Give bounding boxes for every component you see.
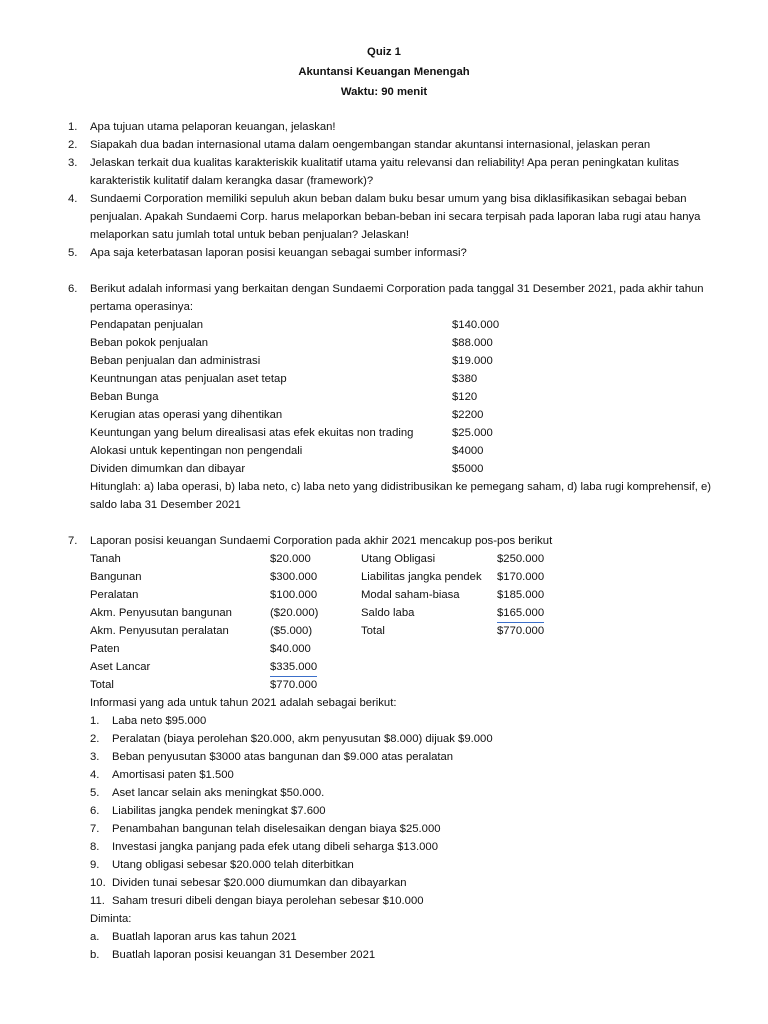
task-letter: b.	[90, 949, 100, 961]
info-title: Informasi yang ada untuk tahun 2021 adalah sebagai berikut:	[90, 697, 397, 709]
info-text: Investasi jangka panjang pada efek utang dibeli seharga $13.000	[112, 841, 438, 853]
balance-row	[90, 622, 728, 640]
info-number: 1.	[90, 715, 100, 727]
item-value: $140.000	[452, 319, 500, 331]
question-number: 4.	[68, 193, 78, 205]
question-3	[68, 154, 728, 190]
info-text: Liabilitas jangka pendek meningkat $7.600	[112, 805, 326, 817]
question-1	[68, 118, 728, 136]
asset-value: $100.000	[270, 589, 318, 601]
info-number: 11.	[90, 895, 105, 907]
item-value: $19.000	[452, 355, 493, 367]
info-number: 2.	[90, 733, 100, 745]
info-item	[90, 784, 728, 802]
item-value: $5000	[452, 463, 484, 475]
info-number: 5.	[90, 787, 100, 799]
info-item	[90, 892, 728, 910]
item-value: $25.000	[452, 427, 493, 439]
question-5	[68, 244, 728, 262]
info-number: 9.	[90, 859, 100, 871]
income-items	[90, 316, 728, 478]
item-value: $88.000	[452, 337, 493, 349]
question-text: Apa saja keterbatasan laporan posisi keuangan sebagai sumber informasi?	[90, 247, 467, 259]
question-list	[68, 118, 728, 964]
balance-row	[90, 658, 728, 676]
asset-label: Bangunan	[90, 571, 142, 583]
income-item	[90, 406, 728, 424]
balance-sheet	[90, 550, 728, 694]
info-list	[90, 712, 728, 910]
asset-value: ($5.000)	[270, 625, 313, 637]
asset-label: Peralatan	[90, 589, 139, 601]
info-text: Amortisasi paten $1.500	[112, 769, 234, 781]
income-item	[90, 334, 728, 352]
info-number: 10.	[90, 877, 106, 889]
question-7	[68, 532, 728, 964]
info-item	[90, 874, 728, 892]
question-6	[68, 280, 728, 514]
liability-label: Utang Obligasi	[361, 553, 436, 565]
asset-value: $335.000	[270, 658, 317, 677]
item-label: Kerugian atas operasi yang dihentikan	[90, 409, 283, 421]
item-value: $120	[452, 391, 478, 403]
item-label: Beban Bunga	[90, 391, 159, 403]
income-item	[90, 370, 728, 388]
question-text: Siapakah dua badan internasional utama dalam oengembangan standar akuntansi internasional, jelaskan peran	[90, 139, 651, 151]
asset-label: Aset Lancar	[90, 661, 151, 673]
balance-row	[90, 640, 728, 658]
income-item	[90, 442, 728, 460]
liability-value: $250.000	[497, 553, 545, 565]
asset-value: $40.000	[270, 643, 311, 655]
income-item	[90, 460, 728, 478]
item-value: $4000	[452, 445, 484, 457]
item-label: Alokasi untuk kepentingan non pengendali	[90, 445, 303, 457]
balance-row	[90, 568, 728, 586]
info-item	[90, 712, 728, 730]
item-value: $2200	[452, 409, 484, 421]
task-text: Buatlah laporan posisi keuangan 31 Desember 2021	[112, 949, 376, 961]
asset-value: ($20.000)	[270, 607, 319, 619]
info-item	[90, 730, 728, 748]
asset-total-label: Total	[90, 679, 114, 691]
balance-row	[90, 604, 728, 622]
info-text: Saham tresuri dibeli dengan biaya perolehan sebesar $10.000	[112, 895, 424, 907]
info-number: 8.	[90, 841, 100, 853]
info-text: Penambahan bangunan telah diselesaikan dengan biaya $25.000	[112, 823, 441, 835]
question-number: 6.	[68, 283, 78, 295]
income-item	[90, 352, 728, 370]
liability-label: Liabilitas jangka pendek	[361, 571, 482, 583]
question-text: Apa tujuan utama pelaporan keuangan, jelaskan!	[90, 121, 336, 133]
income-item	[90, 424, 728, 442]
asset-total-value: $770.000	[270, 679, 318, 691]
info-number: 4.	[90, 769, 100, 781]
quiz-title: Quiz 1	[367, 46, 401, 58]
liability-label: Saldo laba	[361, 607, 415, 619]
income-item	[90, 388, 728, 406]
task-item	[90, 946, 728, 964]
task-letter: a.	[90, 931, 100, 943]
info-item	[90, 766, 728, 784]
income-item	[90, 316, 728, 334]
asset-label: Akm. Penyusutan bangunan	[90, 607, 232, 619]
info-item	[90, 820, 728, 838]
info-number: 6.	[90, 805, 100, 817]
info-text: Peralatan (biaya perolehan $20.000, akm penyusutan $8.000) dijuak $9.000	[112, 733, 493, 745]
quiz-header	[0, 42, 768, 102]
item-label: Keuntungan yang belum direalisasi atas efek ekuitas non trading	[90, 427, 414, 439]
liability-total-value: $770.000	[497, 625, 545, 637]
task-item	[90, 928, 728, 946]
question-number: 2.	[68, 139, 78, 151]
item-label: Pendapatan penjualan	[90, 319, 204, 331]
liability-total-label: Total	[361, 625, 385, 637]
question-number: 7.	[68, 535, 78, 547]
info-text: Utang obligasi sebesar $20.000 telah diterbitkan	[112, 859, 354, 871]
liability-value: $185.000	[497, 589, 545, 601]
info-text: Beban penyusutan $3000 atas bangunan dan $9.000 atas peralatan	[112, 751, 454, 763]
asset-label: Akm. Penyusutan peralatan	[90, 625, 229, 637]
liability-value: $170.000	[497, 571, 545, 583]
info-item	[90, 838, 728, 856]
question-number: 5.	[68, 247, 78, 259]
question-number: 1.	[68, 121, 78, 133]
course-title: Akuntansi Keuangan Menengah	[298, 66, 470, 78]
task-text: Buatlah laporan arus kas tahun 2021	[112, 931, 297, 943]
balance-row	[90, 586, 728, 604]
liability-label: Modal saham-biasa	[361, 589, 460, 601]
diminta-label: Diminta:	[90, 913, 132, 925]
balance-row	[90, 550, 728, 568]
item-label: Keuntnungan atas penjualan aset tetap	[90, 373, 287, 385]
item-label: Beban pokok penjualan	[90, 337, 209, 349]
question-intro: Laporan posisi keuangan Sundaemi Corporation pada akhir 2021 mencakup pos-pos berikut	[90, 535, 553, 547]
question-text: Sundaemi Corporation memiliki sepuluh akun beban dalam buku besar umum yang bisa diklasifikasikan sebagai beban penjualan. Apakah Sundaemi Corp. harus melaporkan beban-beban ini secara terpisah pada laporan laba rugi atau hanya melaporkan satu jumlah total untuk beban penjualan? Jelaskan!	[90, 193, 701, 241]
task-list	[90, 928, 728, 964]
info-text: Laba neto $95.000	[112, 715, 207, 727]
asset-value: $300.000	[270, 571, 318, 583]
question-intro: Berikut adalah informasi yang berkaitan dengan Sundaemi Corporation pada tanggal 31 Desember 2021, pada akhir tahun pertama operasinya:	[90, 283, 704, 313]
info-text: Aset lancar selain aks meningkat $50.000.	[112, 787, 325, 799]
asset-value: $20.000	[270, 553, 311, 565]
info-item	[90, 856, 728, 874]
item-label: Dividen dimumkan dan dibayar	[90, 463, 246, 475]
asset-label: Paten	[90, 643, 120, 655]
balance-row	[90, 676, 728, 694]
info-number: 3.	[90, 751, 100, 763]
info-item	[90, 748, 728, 766]
question-number: 3.	[68, 157, 78, 169]
info-number: 7.	[90, 823, 100, 835]
question-4	[68, 190, 728, 244]
asset-label: Tanah	[90, 553, 121, 565]
question-text: Jelaskan terkait dua kualitas karakteriskik kualitatif utama yaitu relevansi dan reliability! Apa peran peningkatan kulitas karakteristik kulitatif dalam kerangka dasar (framework)?	[90, 157, 680, 187]
item-label: Beban penjualan dan administrasi	[90, 355, 261, 367]
item-value: $380	[452, 373, 478, 385]
liability-value: $165.000	[497, 604, 544, 623]
info-text: Dividen tunai sebesar $20.000 diumumkan dan dibayarkan	[112, 877, 407, 889]
question-task: Hitunglah: a) laba operasi, b) laba neto, c) laba neto yang didistribusikan ke pemegang saham, d) laba rugi komprehensif, e) saldo laba 31 Desember 2021	[90, 481, 712, 511]
question-2	[68, 136, 728, 154]
time-limit: Waktu: 90 menit	[340, 86, 428, 98]
info-item	[90, 802, 728, 820]
